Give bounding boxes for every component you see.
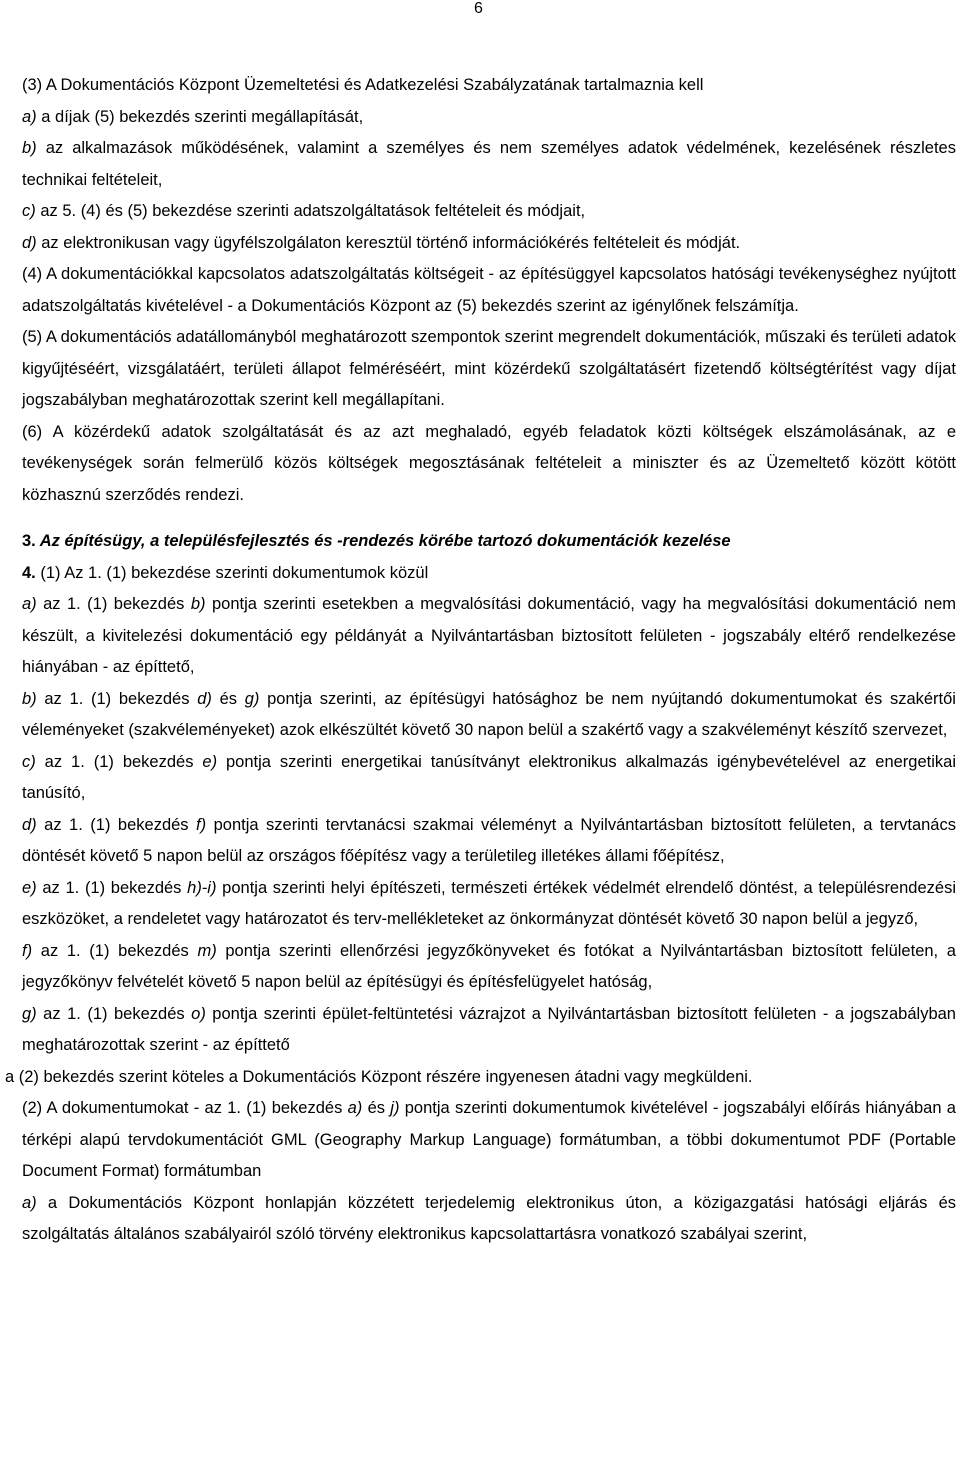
list-item: a) az 1. (1) bekezdés b) pontja szerinti esetekben a megvalósítási dokumentáció, vagy ha megvalósítási dokumentáció nem készült, a kivitelezési dokumentáció egy példányát a Nyilvántartásban biztosított felületen - jogszabály eltérő rendelkezése hiányában - az építtető, — [22, 595, 956, 676]
list-item: d) az elektronikusan vagy ügyfélszolgálaton keresztül történő információkérés feltételeit és módját. — [22, 233, 741, 252]
list-item: a) a díjak (5) bekezdés szerinti megállapítását, — [22, 107, 364, 126]
list-item: f) az 1. (1) bekezdés m) pontja szerinti ellenőrzési jegyzőkönyveket és fotókat a Nyilvántartásban biztosított felületen, a jegyzőkönyv felvételét követő 5 napon belül az építésügyi és építésfelügyelet hatóság, — [22, 941, 956, 991]
list-item: c) az 5. (4) és (5) bekezdése szerinti adatszolgáltatások feltételeit és módjait, — [22, 202, 586, 220]
paragraph: (6) A közérdekű adatok szolgáltatását és az azt meghaladó, egyéb feladatok közti költségek elszámolásának, az e tevékenységek során felmerülő közös költségek megosztásának feltételeit a miniszter és az Üzemeltető között kötött közhasznú szerződés rendezi. — [22, 422, 956, 504]
list-item: c) az 1. (1) bekezdés e) pontja szerinti energetikai tanúsítványt elektronikus alkalmazás igénybevételével az energetikai tanúsító, — [22, 752, 956, 802]
document-body — [5, 70, 956, 1251]
list-item: g) az 1. (1) bekezdés o) pontja szerinti épület-feltüntetési vázrajzot a Nyilvántartásban biztosított felületen - a jogszabályban meghatározottak szerint - az építtető — [22, 1004, 956, 1054]
paragraph: 4. (1) Az 1. (1) bekezdése szerinti dokumentumok közül — [22, 563, 429, 582]
list-item: a) a Dokumentációs Központ honlapján közzétett terjedelemig elektronikus úton, a közigazgatási hatósági eljárás és szolgáltatás általános szabályairól szóló törvény elektronikus kapcsolattartásra vonatkozó szabályai szerint, — [22, 1193, 956, 1243]
list-item: e) az 1. (1) bekezdés h)-i) pontja szerinti helyi építészeti, természeti értékek védelmét elrendelő döntést, a településrendezési eszközöket, a rendeletet vagy határozatot és terv-mellékleteket az önkormányzat döntését követő 30 napon belül a jegyző, — [22, 878, 956, 928]
section-heading: 3. Az építésügy, a településfejlesztés és -rendezés körébe tartozó dokumentációk kezelése — [22, 532, 731, 550]
paragraph: (2) A dokumentumokat - az 1. (1) bekezdés a) és j) pontja szerinti dokumentumok kivételével - jogszabályi előírás hiányában a térképi alapú tervdokumentációt GML (Geography Markup Language) formátumban, a többi dokumentumot PDF (Portable Document Format) formátumban — [22, 1099, 956, 1180]
list-item: b) az 1. (1) bekezdés d) és g) pontja szerinti, az építésügyi hatósághoz be nem nyújtandó dokumentumokat és szakértői véleményeket (szakvéleményeket) azok elkészültét követő 30 napon belül a szakértő vagy a szakvéleményt készítő szervezet, — [22, 689, 956, 739]
list-item: b) az alkalmazások működésének, valamint a személyes és nem személyes adatok védelmének, kezelésének részletes technikai feltételeit, — [22, 139, 956, 189]
paragraph: (4) A dokumentációkkal kapcsolatos adatszolgáltatás költségeit - az építésüggyel kapcsolatos hatósági tevékenységhez nyújtott adatszolgáltatás kivételével - a Dokumentációs Központ az (5) bekezdés szerint az igénylőnek felszámítja. — [22, 265, 956, 315]
paragraph: a (2) bekezdés szerint köteles a Dokumentációs Központ részére ingyenesen átadni vagy megküldeni. — [5, 1067, 753, 1086]
list-item: d) az 1. (1) bekezdés f) pontja szerinti tervtanácsi szakmai véleményt a Nyilvántartásban biztosított felületen, a tervtanács döntését követő 5 napon belül az országos főépítész vagy a területileg illetékes állami főépítész, — [22, 815, 956, 865]
paragraph: (5) A dokumentációs adatállományból meghatározott szempontok szerint megrendelt dokumentációk, műszaki és területi adatok kigyűjtéséért, vizsgálatáért, területi állapot felméréséért, mint közérdekű szolgáltatásért fizetendő költségtérítést vagy díjat jogszabályban meghatározottak szerint kell megállapítani. — [22, 328, 956, 409]
page-number: 6 — [474, 0, 483, 17]
paragraph: (3) A Dokumentációs Központ Üzemeltetési és Adatkezelési Szabályzatának tartalmaznia kell — [22, 76, 704, 94]
